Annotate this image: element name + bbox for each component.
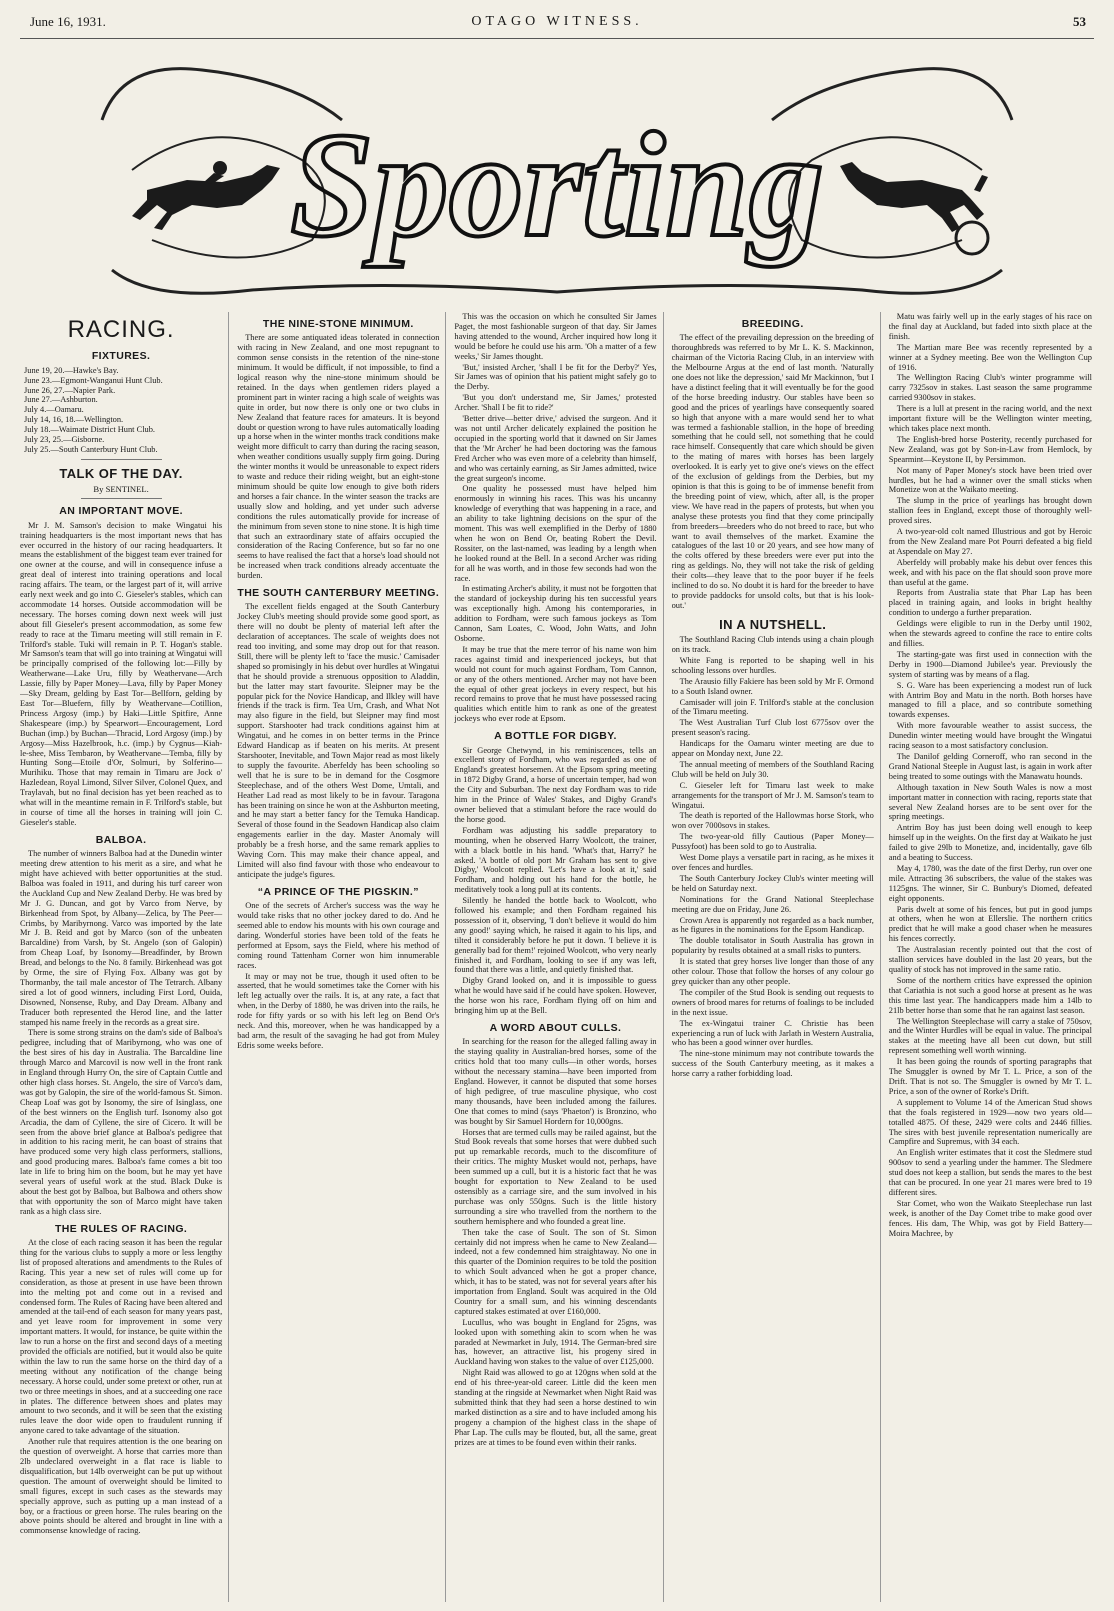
article-body bbox=[672, 333, 874, 610]
paragraph: The excellent fields engaged at the South Canterbury Jockey Club's meeting should provide some good sport, as there will no doubt be plenty of material left after the declaration of acceptances. The scale of weights does not read too inviting, and some may drop out for that reason. Still, there will be plenty left to 'face the music.' Camisader shaped so promisingly in his debut over hurdles at Wingatui that he should provide a strenuous opposition to Aladdin, but the latter may start favourite. Sleipner may be the popular pick for the Novice Handicap, and Ilkley will have friends if the track is firm. Tea Urn, Crash, and What Not may also figure in the field, but Sleipner may find most support. Starshooter had track conditions against him at Wingatui, and he comes in on better terms in the Prince Edward Handicap as if beaten on his merits. At present Starshooter, Inevitable, and Town Major read as most likely to supply the favourite. Aberfeldy has been schooling so well that he is sure to be in demand for the Cosgmore Steeplechase, and of the others West Dome, Umtali, and Heather Lad read as most likely to be in favour. Taragona has been training on since he won at the Ashburton meeting, and he may start a better fancy for the Temuka Handicap. Several of those found in the Seadown Handicap also claim engagements earlier in the day. Master Anomaly will probably be a fresh horse, and the same remark applies to Waving Corn. This may make their chance appeal, and Limited will also find favour with those who endeavour to anticipate the judge's figures. bbox=[237, 602, 440, 879]
column-4 bbox=[672, 312, 881, 1602]
talk-of-the-day-heading: TALK OF THE DAY. bbox=[59, 465, 183, 481]
article-body bbox=[237, 333, 439, 581]
racing-heading: RACING. bbox=[67, 316, 175, 343]
paragraph: The starting-gate was first used in connection with the Derby in 1900—Diamond Jubilee's year. Previously the system of starting was by means of a flag. bbox=[888, 649, 1092, 679]
paragraph: 'But you don't understand me, Sir James,' protested Archer. 'Shall I be fit to ride?' bbox=[454, 393, 657, 413]
paragraph: The death is reported of the Hallowmas horse Stork, who won over 7000sovs in stakes. bbox=[671, 811, 874, 831]
paragraph: It may be true that the mere terror of his name won him races against timid and inexperienced jockeys, but that would not count for much against Fordham, Tom Cannon, or any of the others mentioned. Archer may not have been the equal of other great jockeys in every respect, but his record remains to prove that he must have possessed racing qualities which entitle him to rank as one of the greatest jockeys who ever rode at Epsom. bbox=[454, 644, 657, 724]
paragraph: The slump in the price of yearlings has brought down stallion fees in England, except those of thoroughly well-proved sires. bbox=[888, 496, 1092, 526]
newspaper-title: OTAGO WITNESS. bbox=[471, 14, 643, 29]
column-1 bbox=[20, 312, 229, 1602]
paragraph: The South Canterbury Jockey Club's winter meeting will be held on Saturday next. bbox=[671, 873, 874, 893]
paragraph: Matu was fairly well up in the early stages of his race on the final day at Auckland, but faded into sixth place at the finish. bbox=[888, 312, 1092, 341]
paragraph: Handicaps for the Oamaru winter meeting are due to appear on Monday next, June 22. bbox=[671, 739, 874, 759]
paragraph: With more favourable weather to assist success, the Dunedin winter meeting would have brought the Wingatui racing season to a most satisfactory conclusion. bbox=[888, 721, 1092, 751]
paragraph: C. Gieseler left for Timaru last week to make arrangements for the transport of Mr J. M. Samson's team to Wingatui. bbox=[671, 780, 874, 810]
paragraph: The Wellington Racing Club's winter programme will carry 7325sov in stakes. Last season the same programme carried 9300sov in stakes. bbox=[888, 373, 1092, 403]
paragraph: 'But,' insisted Archer, 'shall I be fit for the Derby?' Yes, Sir James was of opinion that his patient might safely go to the Derby. bbox=[454, 362, 657, 392]
paragraph: The ex-Wingatui trainer C. Christie has been experiencing a run of luck with Jarlath in Western Australia, who has been a good winner over hurdles. bbox=[671, 1018, 874, 1048]
page-number: 53 bbox=[1073, 14, 1086, 29]
paragraph: Not many of Paper Money's stock have been tried over hurdles, but he had a winner over the small sticks when Monetize won at the Waikato meeting. bbox=[888, 465, 1092, 495]
paragraph: In estimating Archer's ability, it must not be forgotten that the standard of jockeyship during his ten successful years was exceptionally high. Among his contemporaries, in addition to Fordham, were such famous jockeys as Tom Cannon, Sam Loates, C. Wood, John Watts, and John Osborne. bbox=[454, 584, 657, 643]
paragraph: Fordham was adjusting his saddle preparatory to mounting, when he observed Harry Woolcott, the trainer, with a black bottle in his hand. 'What's that, Harry?' he asked. 'A bottle of old port Mr Graham has sent to give Digby,' Woolcott replied. 'Let's have a look at it,' said Fordham, and holding out his hand for the bottle, he meditatively took a long pull at its contents. bbox=[454, 825, 657, 895]
paragraph: An English writer estimates that it cost the Sledmere stud 900sov to send a yearling under the hammer. The Sledmere stud does not keep a stallion, but sends the mares to the best that can be procured. In one year 21 mares were bred to 19 different sires. bbox=[888, 1148, 1092, 1197]
article-body bbox=[20, 1238, 222, 1536]
paragraph: White Fang is reported to be shaping well in his schooling lessons over hurdles. bbox=[671, 655, 874, 675]
paragraph: May 4, 1780, was the date of the first Derby, run over one mile. Attracting 36 subscribers, the value of the stakes was 1125gns. The winner, Sir C. Bunbury's Diomed, defeated eight opponents. bbox=[888, 863, 1092, 903]
article-body bbox=[454, 746, 656, 1016]
article-body bbox=[20, 521, 222, 828]
paragraph: Sir George Chetwynd, in his reminiscences, tells an excellent story of Fordham, who was regarded as one of England's greatest horsemen. At the Epsom spring meeting in 1872 Digby Grand, a horse of uncertain temper, had won the City and Suburban. The next day Fordham was to ride him in the Prince of Wales' Stakes, and Digby Grand's owner believed that a stimulant before the race would do the horse good. bbox=[454, 745, 657, 824]
paragraph: One of the secrets of Archer's success was the way he would take risks that no other jockey dared to do. And he seemed able to endow his mounts with his own courage and daring. Wonderful stories have been told of the feats he performed at Epsom, says the Field, where his method of coming round Tattenham Corner won him innumerable races. bbox=[237, 901, 440, 970]
article-columns bbox=[20, 312, 1098, 1602]
paragraph: A two-year-old colt named Illustrious and got by Heroic from the New Zealand mare Pot Pourri defeated a big field at Aspendale on May 27. bbox=[888, 527, 1092, 556]
paragraph: Crown Area is apparently not regarded as a back number, as he figures in the nominations for the Epsom Handicap. bbox=[671, 915, 874, 935]
article-body bbox=[889, 312, 1092, 1238]
fixture-item: June 19, 20.—Hawke's Bay. bbox=[24, 365, 119, 375]
paragraph: It has been going the rounds of sporting paragraphs that The Smuggler is owned by Mr T. L. Price, a son of the Drift. That is not so. The Smuggler is owned by Mr T. L. Price, a son of the owner of Rorke's Drift. bbox=[888, 1057, 1092, 1096]
paragraph: In searching for the reason for the alleged falling away in the staying quality in Australian-bred horses, some of the critics hold that too many culls—in other words, horses without the necessary stamina—have been imported from England. However, it cannot be disputed that some horses of high pedigree, of true masculine physique, who cost many thousands, have been included among the failures. One that comes to mind (says 'Phaeton') is Bronzino, who was bought by Sir Samuel Hordern for 10,000gns. bbox=[454, 1037, 657, 1126]
paragraph: The Martian mare Bee was recently represented by a winner at a Sydney meeting. Bee won the Wellington Cup of 1916. bbox=[888, 342, 1092, 372]
paragraph: Aberfeldy will probably make his debut over fences this week, and with his pace on the flat should soon prove more than useful at the game. bbox=[888, 557, 1092, 587]
paragraph: Camisader will join F. Trilford's stable at the conclusion of the Timaru meeting. bbox=[671, 697, 874, 717]
article-body bbox=[20, 849, 222, 1217]
paragraph: Star Comet, who won the Waikato Steeplechase run last week, is another of the Day Comet tribe to make good over fences. His dam, The Whip, was got by Field Battery—Moira Machree, by bbox=[888, 1198, 1092, 1238]
article-heading: BALBOA. bbox=[95, 833, 147, 846]
article-heading: BREEDING. bbox=[741, 318, 804, 330]
paragraph: Mr J. M. Samson's decision to make Wingatui his training headquarters is the most important news that has ever occurred in the history of our racing headquarters. It means the establishment of the biggest team ever trained for one owner at the course, and will in consequence infuse a great deal of interest into training operations and local racing affairs. The team, or the largest part of it, will arrive early next week and go into C. Gieseler's stables, which can accommodate 14 horses. Outside accommodation will be necessary. The horses coming down next week will just about fill Gieseler's present accommodation, as some few ready to race at the Timaru meeting will still remain in F. Trilford's stable. Tuki will remain in P. T. Hogan's stable. Mr Samson's team that will go into training at Wingatui will be principally comprised of the following lot:—Filly by Weatherwane—Lake Uru, filly by Weathervane—Arch Lassie, filly by Paper Money—Lava, filly by Paper Money—Sky Dream, gelding by East Tor—Bellforn, gelding by East Tor—Bluefern, filly by Weathervane—Cotillion, Princess Argosy (imp.) by Haki—Little Spitfire, Anne Shakespeare (imp.) by Spearwort—Encouragement, Lord Buchan (imp.) by Buchan—Thracid, Lord Argosy (imp.) by Argosy—Miss Hazelbrook, h.c. (imp.) by Cygnus—Kiah-le-shee, Miss Tembaron, by Weathervane—Temba, filly by Hunting Song—Etoile d'Or, Solmuri, by Solferino—Murihiku. Those that may remain in Timaru are Jock o' Hazledean, Royal Limond, Silver Silver, Colonel Quex, and Traylavah, but no final decision has yet been reached as to what will in the meantime remain in F. Trilford's stable, but in course of time all the horses in training will join C. Gieseler's stable. bbox=[20, 520, 223, 827]
paragraph: Some of the northern critics have expressed the opinion that Cariathia is not such a good horse at present as he was this time last year. The handicappers made him a 14lb to 21lb better horse than some that he ran against last season. bbox=[888, 975, 1092, 1015]
paragraph: It is stated that grey horses live longer than those of any other colour. Those that follow the horses of any colour go grey quicker than any other people. bbox=[671, 957, 874, 986]
issue-date: June 16, 1931. bbox=[30, 14, 106, 29]
trotter-right-icon bbox=[840, 162, 988, 254]
article-heading: A WORD ABOUT CULLS. bbox=[489, 1022, 622, 1034]
fixtures-heading: FIXTURES. bbox=[91, 350, 151, 363]
paragraph: The English-bred horse Posterity, recently purchased for New Zealand, was got by Son-in-Law from Hemlock, by Spearmint—Keystone II, by Persimmon. bbox=[888, 434, 1092, 464]
paragraph: West Dome plays a versatile part in racing, as he mixes it over fences and hurdles. bbox=[671, 853, 874, 873]
paragraph: This was the occasion on which he consulted Sir James Paget, the most fashionable surgeon of that day. Sir James having attended to the wound, Archer inquired how long it would be before he could use his arm. 'Oh a matter of a few weeks,' Sir James thought. bbox=[454, 312, 657, 361]
paragraph: The nine-stone minimum may not contribute towards the success of the South Canterbury meeting, as it makes a horse carry a rather forbidding load. bbox=[671, 1049, 874, 1079]
fixture-item: June 23.—Egmont-Wanganui Hunt Club. bbox=[24, 375, 163, 385]
divider bbox=[81, 459, 162, 460]
column-5 bbox=[889, 312, 1098, 1602]
fixture-item: July 18.—Waimate District Hunt Club. bbox=[24, 425, 155, 435]
article-heading: THE SOUTH CANTERBURY MEETING. bbox=[237, 587, 440, 600]
paragraph: The compiler of the Stud Book is sending out requests to owners of brood mares for returns of foalings to be included in the next issue. bbox=[671, 987, 874, 1017]
article-heading: IN A NUTSHELL. bbox=[719, 616, 827, 632]
divider bbox=[81, 498, 162, 499]
masthead bbox=[20, 8, 1094, 39]
paragraph: Although taxation in New South Wales is now a most important matter in connection with racing, reports state that several New Zealand horses are to be sent over for the spring meetings. bbox=[888, 782, 1092, 822]
article-heading: THE RULES OF RACING. bbox=[54, 1222, 188, 1235]
column-2 bbox=[237, 312, 446, 1602]
paragraph: The effect of the prevailing depression on the breeding of thoroughbreds was referred to by Mr L. K. S. Mackinnon, chairman of the Victoria Racing Club, in an interview with the Melbourne Argus at the end of last month. 'Naturally one does not like the depression,' said Mr Mackinnon, 'but I have a distinct feeling that it will eventually be for the good of the horse breeding industry. Our stables have been so good and the prices of yearlings have consequently soared so high that anyone with a mare would send her to what was termed a fashionable stallion, in the hope of breeding something that he could sell, not something that he could race himself. Consequently that care which should be given to the mating of mares with horses has been largely overlooked. It is early yet to give one's views on the effect of the exclusion of geldings from the Derbies, but my opinion is that this is going to be of immense benefit from the breeding point of view, which, after all, is the proper view. We have read in the papers of protests, but when you analyse these protests you find that they come principally from breeders—breeders who do not breed to race, but who want to avail themselves of the market. Examine the catalogues of the last 10 or 20 years, and see how many of the colts offered by these breeders were ever put into the ring as geldings. No, they will not take the risk of gelding their colts—they leave that to the poor buyer if he feels inclined to do so. No doubt it is hard for the breeder to have to provide paddocks for unsold colts, but that is his look-out.' bbox=[671, 333, 874, 610]
fixture-item: July 14, 16, 18.—Wellington. bbox=[24, 415, 124, 425]
fixture-item: June 26, 27.—Napier Park. bbox=[24, 385, 116, 395]
sporting-banner bbox=[92, 40, 1022, 308]
paragraph: The Southland Racing Club intends using a chain plough on its track. bbox=[671, 635, 874, 654]
paragraph: The number of winners Balboa had at the Dunedin winter meeting drew attention to his merit as a sire, and what he might have achieved with better opportunities at the stud. Balboa was foaled in 1911, and during his turf career won the Auckland Cup and New Zealand Derby. He was bred by Mr J. G. Duncan, and got by Varco from Nerve, by Birkenhead from Spot, by Albany—Zelica, by The Peer—Crimbs, by Maribyrnong. Varco was imported by the late Mr J. B. Reid and got by Marco (son of the unbeaten Barcaldine) from Varsh, by St. Angelo (son of Galopin) from Cheap Loaf, by Isonomy—Breadfinder, by Brown Bread, and belongs to the No. 8 family. Birkenhead was got by Orme, the sire of Flying Fox. Albany was got by Thormanby, the tail male ancestor of The Tetrarch. Albany sired a lot of good winners, including First Lord, Ouida, Disowned, Nonsense, Ruby, and Day Dream. Albany and Traducer both represented the Herod line, and the latter stamped his name freely in the records as a great sire. bbox=[20, 849, 223, 1027]
paragraph: A supplement to Volume 14 of the American Stud shows that the foals registered in 1929—now two years old—totalled 4875. Of these, 2429 were colts and 2446 fillies. The sires with best juvenile representation numerically are Campfire and Supremus, with 34 each. bbox=[888, 1097, 1092, 1147]
paragraph: The two-year-old filly Cautious (Paper Money—Pussyfoot) has been sold to go to Australia. bbox=[671, 832, 874, 852]
paragraph: The double totalisator in South Australia has grown in popularity by results obtained at a small risks to punters. bbox=[671, 936, 874, 956]
paragraph: One quality he possessed must have helped him enormously in winning his races. This was his uncanny knowledge of everything that was happening in a race, and an ability to take lightning decisions on the spur of the moment. This was well exemplified in the Derby of 1880 when he won on Bend Or, beating Robert the Devil. Rossiter, on the last-named, was leading by a length when he looked round at the Bell. In a second Archer was riding for all he was worth, and in those few seconds had won the race. bbox=[454, 484, 657, 583]
paragraph: Nominations for the Grand National Steeplechase meeting are due on Friday, June 26. bbox=[671, 894, 874, 914]
sporting-title: Sporting bbox=[290, 102, 824, 268]
paragraph: The Wellington Steeplechase will carry a stake of 750sov, and the Winter Hurdles will be equal in value. The principal stakes at the meeting have all been cut down, but still represent something well worth winning. bbox=[888, 1016, 1092, 1056]
article-body bbox=[237, 901, 439, 1051]
column-3 bbox=[454, 312, 663, 1602]
article-heading: A BOTTLE FOR DIGBY. bbox=[494, 730, 617, 743]
paragraph: It may or may not be true, though it used often to be asserted, that he would sometimes take the Corner with his left leg actually over the rails. It is, at any rate, a fact that when, in the Derby of 1880, he was driven into the rails, he rode for fifty yards or so with his left leg on Bend Or's neck. And this, moreover, when he was handicapped by a bad arm, the result of the savaging he had got from Muley Edris some weeks before. bbox=[237, 971, 440, 1050]
fixture-item: July 23, 25.—Gisborne. bbox=[24, 435, 105, 445]
paragraph: Then take the case of Soult. The son of St. Simon certainly did not impress when he came to New Zealand—indeed, not a few condemned him straightaway. No one in this quarter of the Dominion requires to be told the position to which Soult advanced when he got a proper chance, which, it has to be stated, was not for several years after his importation from England. Soult was acquired in the Old Country for a small sum, and his winning descendants captured stakes estimated at over £160,000. bbox=[454, 1227, 657, 1316]
paragraph: There are some antiquated ideas tolerated in connection with racing in New Zealand, and one most repugnant to common sense consists in the retention of the nine-stone minimum. It would be difficult, if not impossible, to find a logical reason why the nine-stone minimum should be retained. In the days when gentlemen riders played a prominent part in winter racing a high scale of weights was quite in order, but now there is only one or two clubs in New Zealand that feature races for amateurs. It is beyond doubt or question wrong to have rules automatically loading up a horse when in the winter months track conditions make weight more difficult to carry than during the racing season, when weather conditions usually supply firm going. During the winter months it would be unreasonable to expect riders to waste and reduce their riding weight, but an eight-stone minimum should be quite low enough to give both riders and horses a fair chance. In the winter season the tracks are usually slow and holding, and yet under such adverse conditions the rules automatically provide for increase of the minimum from seven stone to nine stone. It is high time that such an extraordinary state of affairs occupied the consideration of the Racing Conference, but so far no one seems to have realised the fact that a horse's load should not be increased when track conditions already accentuate the burden. bbox=[237, 333, 440, 581]
sporting-banner-illustration bbox=[92, 40, 1022, 308]
article-heading: THE NINE-STONE MINIMUM. bbox=[262, 318, 414, 330]
fixture-item: July 25.—South Canterbury Hunt Club. bbox=[24, 444, 158, 454]
paragraph: Digby Grand looked on, and it is impossible to guess what he would have said if he could have spoken. However, the horse won his race, Fordham flying off on him and bringing him up at the Bell. bbox=[454, 976, 657, 1016]
paragraph: Horses that are termed culls may be railed against, but the Stud Book reveals that some horses that were dubbed such put up remarkable records, much to the discomfiture of their critics. The mighty Musket would not, perhaps, have been summed up a cull, but it is a historic fact that he was bought for exportation to New Zealand to be used ostensibly as a carriage sire, and the sum involved in his purchase was only 550gns. Such is the little history surrounding a sire who travelled from the northern to the southern hemisphere and who founded a great line. bbox=[454, 1127, 657, 1226]
paragraph: Lucullus, who was bought in England for 25gns, was looked upon with something akin to scorn when he was paraded at Newmarket in July, 1914. The German-bred sire has, however, an attractive list, his progeny sired in Auckland having won stakes to the value of over £125,000. bbox=[454, 1317, 657, 1367]
paragraph: Geldings were eligible to run in the Derby until 1902, when the stewards agreed to confine the race to entire colts and fillies. bbox=[888, 619, 1092, 648]
fixtures-list bbox=[24, 366, 222, 455]
fixture-item: July 4.—Oamaru. bbox=[24, 405, 84, 415]
article-body bbox=[454, 1037, 656, 1447]
paragraph: The Arausio filly Fakiere has been sold by Mr F. Ormond to a South Island owner. bbox=[671, 676, 874, 696]
paragraph: S. G. Ware has been experiencing a modest run of luck with Antrim Boy and Matu in the north. Both horses have managed to fill a place, and so contribute something towards expenses. bbox=[888, 680, 1092, 720]
paragraph: There is a lull at present in the racing world, and the next important fixture will be the Wellington winter meeting, which takes place next month. bbox=[888, 404, 1092, 433]
paragraph: Reports from Australia state that Phar Lap has been placed in training again, and looks in bright healthy condition to undergo a further preparation. bbox=[888, 588, 1092, 618]
article-heading: AN IMPORTANT MOVE. bbox=[59, 505, 183, 518]
paragraph: Another rule that requires attention is the one bearing on the question of overweight. A horse that carries more than 2lb undeclared overweight in a flat race is liable to disqualification, but 14lb overweight can be put up without question. The amount of overweight should be limited to small figures, except in such cases as the stewards may specially approve, such as putting up a man instead of a boy, or a fractious or green horse. The rules bearing on the above points should be altered and brought in line with a commonsense knowledge of racing. bbox=[20, 1437, 223, 1536]
article-body bbox=[454, 312, 656, 724]
paragraph: The Australasian recently pointed out that the cost of stallion services have doubled in the last 20 years, but the quality of stock has not improved in the same ratio. bbox=[888, 945, 1092, 974]
paragraph: The Danilof gelding Corneroff, who ran second in the Grand National Steeple in August last, is again in work after being treated to some outings with the Manawatu hounds. bbox=[888, 751, 1092, 781]
byline: By SENTINEL. bbox=[93, 484, 149, 495]
paragraph: There is some strong strains on the dam's side of Balboa's pedigree, including that of Maribyrnong, who was one of the best sires of his day in Australia. The Barcaldine line through Marco and Marcovil is now well in the front rank in England through Hurry On, the sire of Captain Cuttle and other high class horses. St. Angelo, the sire of Varco's dam, was got by Galopin, the sire of the world-famous St. Simon. Cheap Loaf was got by Isonomy, the sire of Isinglass, one of the best winners on the English turf. Isonomy also got Arcadia, the dam of Cyllene, the sire of Cicero. It will be seen from the above brief glance at Balboa's pedigree that in addition to his racing merit, he can boast of strains that have produced some very high class performers, stallions, and good producing mares. Balboa's fame comes a bit too late in life to bring him on the boom, but he may yet have several years of useful work at the stud. Black Duke is about the best got by Balboa, but Balbowa and others show that with opportunity the son of Marco might have taken rank as a high class sire. bbox=[20, 1028, 223, 1216]
paragraph: Night Raid was allowed to go at 120gns when sold at the end of his three-year-old career. Little did the keen men standing at the ringside at Newmarket when Night Raid was submitted think that they had seen a horse destined to win marked distinction as a sire and to have included among his progeny a champion of the highest class in the shape of Phar Lap. The culls may be flouted, but, all the same, great prizes are at times to be found even within their ranks. bbox=[454, 1368, 657, 1447]
article-body bbox=[672, 635, 874, 1079]
paragraph: The West Australian Turf Club lost 6775sov over the present season's racing. bbox=[671, 718, 874, 738]
article-body bbox=[237, 602, 439, 879]
racehorse-left-icon bbox=[132, 161, 280, 230]
paragraph: At the close of each racing season it has been the regular thing for the various clubs to supply a more or less lengthy list of proposed alterations and amendments to the Rules of Racing. This year a new set of rules will come up for consideration, as those at present in use have been thrown into the melting pot and come out in a revised and condensed form. The Rules of Racing have been altered and amended at the tail-end of each season for many years past, and yet leave room for improvement in some very important matters. It would, for instance, be quite within the law to run a horse on the first and second days of a meeting provided the officials are notified, but it would also be quite within the law to run the same horse on the third day of a meeting without any notification of the change being necessary. A horse could, under some pretext or other, run at two or three meetings in shoes, and at a succeeding one race in plates. The difference between shoes and plates may amount to two seconds, and it will be seen that the existing rules leave the door wide open to fraudulent running if anyone cared to take advantage of the situation. bbox=[20, 1238, 223, 1436]
paragraph: Silently he handed the bottle back to Woolcott, who followed his example; and then Fordham regained his possession of it, observing, 'I don't believe it would do him any good!' saying which, he raised it again to his lips, and tilted it considerably before he put it down. 'I believe it is generally bad for them!' rejoined Woolcott, who very nearly finished it, and Fordham, looking to see if any was left, found that there was a little, and quietly finished that. bbox=[454, 896, 657, 975]
paragraph: Antrim Boy has just been doing well enough to keep himself up in the weights. On the first day at Waikato he just failed to give 29lb to Monetize, and, incidentally, gave 6lb and a beating to Success. bbox=[888, 823, 1092, 863]
paragraph: The annual meeting of members of the Southland Racing Club will be held on July 30. bbox=[671, 759, 874, 779]
article-heading: “A PRINCE OF THE PIGSKIN.” bbox=[257, 885, 419, 898]
paragraph: 'Better drive—better drive,' advised the surgeon. And it was not until Archer delicately explained the position he occupied in the sporting world that it dawned on Sir James that the 'Mr Archer' he had been doctoring was the famous Fred Archer who was even more of a celebrity than himself, and who was certainly earning, as Sir James admitted, twice the great surgeon's income. bbox=[454, 414, 657, 483]
fixture-item: June 27.—Ashburton. bbox=[24, 395, 98, 405]
paragraph: Paris dwelt at some of his fences, but put in good jumps at others, when he won at Ellerslie. The northern critics predict that he will make a good chaser when he measures his fences correctly. bbox=[888, 904, 1092, 944]
